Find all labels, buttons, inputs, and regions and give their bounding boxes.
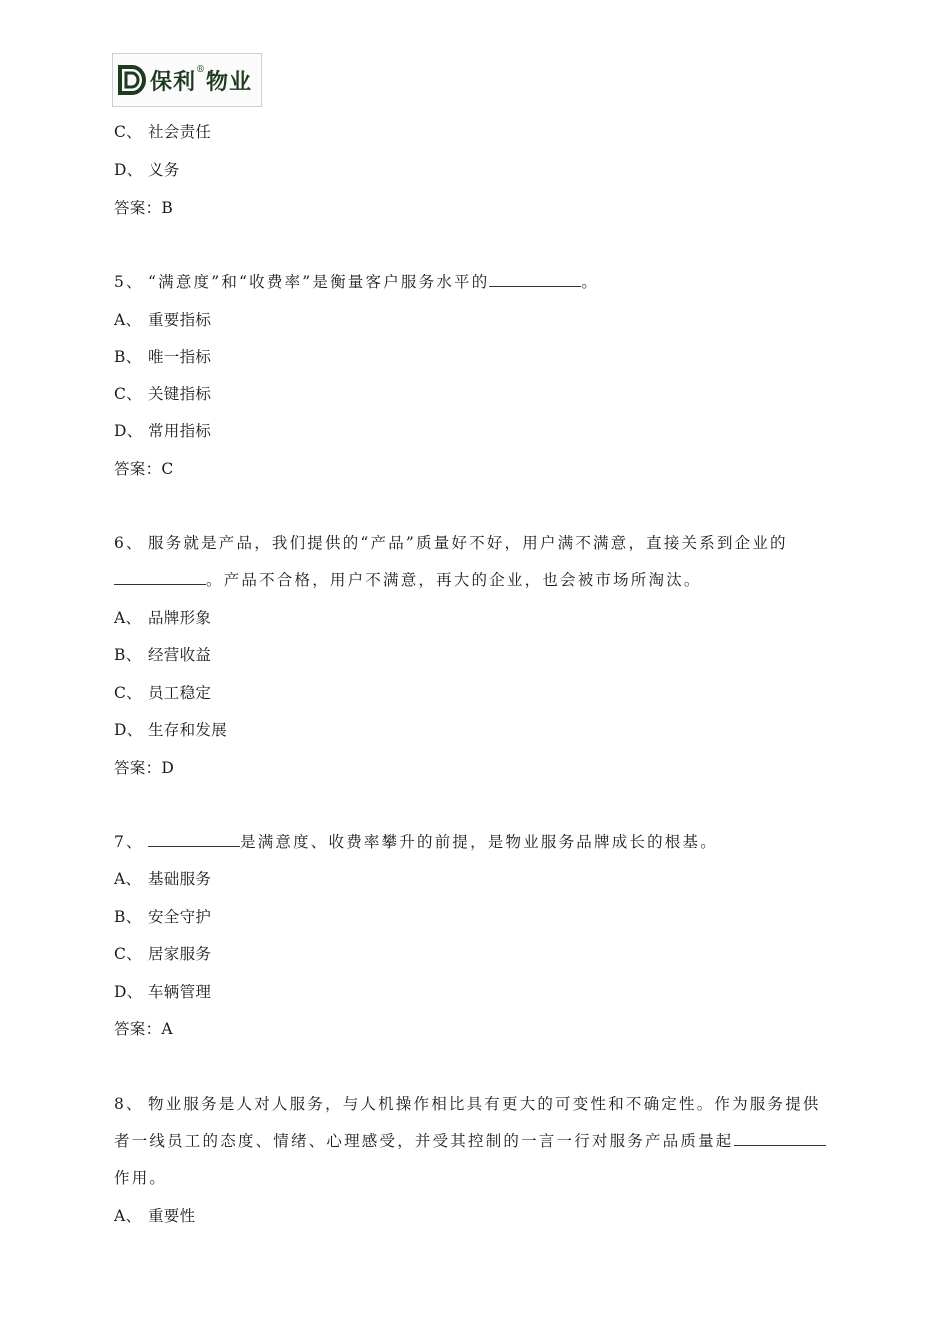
option-a: A、 品牌形象: [114, 609, 212, 627]
question-6-cont: 。产品不合格，用户不满意，再大的企业，也会被市场所淘汰。: [114, 570, 702, 590]
option-c: C、 员工稳定: [114, 684, 212, 702]
option-d: D、 常用指标: [114, 422, 212, 440]
option-c: C、 居家服务: [114, 945, 212, 963]
answer: 答案：C: [114, 460, 174, 478]
fill-blank: [114, 570, 206, 585]
option-c: C、 关键指标: [114, 385, 212, 403]
option-c: C、 社会责任: [114, 123, 212, 141]
question-6: 6、 服务就是产品，我们提供的“产品”质量好不好，用户满不满意，直接关系到企业的: [114, 534, 788, 552]
answer: 答案：B: [114, 199, 174, 217]
question-5: 5、 “满意度”和“收费率”是衡量客户服务水平的 。: [114, 273, 600, 291]
question-8-cont: 者一线员工的态度、情绪、心理感受，并受其控制的一言一行对服务产品质量起: [114, 1131, 826, 1151]
logo-text: 保利®物业: [150, 64, 253, 95]
logo-mark-icon: [118, 65, 146, 95]
option-a: A、 重要性: [114, 1207, 196, 1225]
question-8: 8、 物业服务是人对人服务，与人机操作相比具有更大的可变性和不确定性。作为服务提供: [114, 1095, 821, 1113]
question-7: 7、 是满意度、收费率攀升的前提，是物业服务品牌成长的根基。: [114, 833, 718, 851]
answer: 答案：D: [114, 759, 175, 777]
option-d: D、 车辆管理: [114, 983, 212, 1001]
option-b: B、 安全守护: [114, 908, 212, 926]
question-8-cont: 作用。: [114, 1169, 168, 1187]
option-a: A、 重要指标: [114, 311, 212, 329]
company-logo: [112, 53, 262, 107]
option-a: A、 基础服务: [114, 870, 212, 888]
fill-blank: [148, 832, 240, 847]
answer: 答案：A: [114, 1020, 173, 1038]
option-b: B、 经营收益: [114, 646, 212, 664]
option-d: D、 生存和发展: [114, 721, 228, 739]
option-d: D、 义务: [114, 161, 180, 179]
fill-blank: [734, 1131, 826, 1146]
fill-blank: [489, 272, 581, 287]
option-b: B、 唯一指标: [114, 348, 212, 366]
